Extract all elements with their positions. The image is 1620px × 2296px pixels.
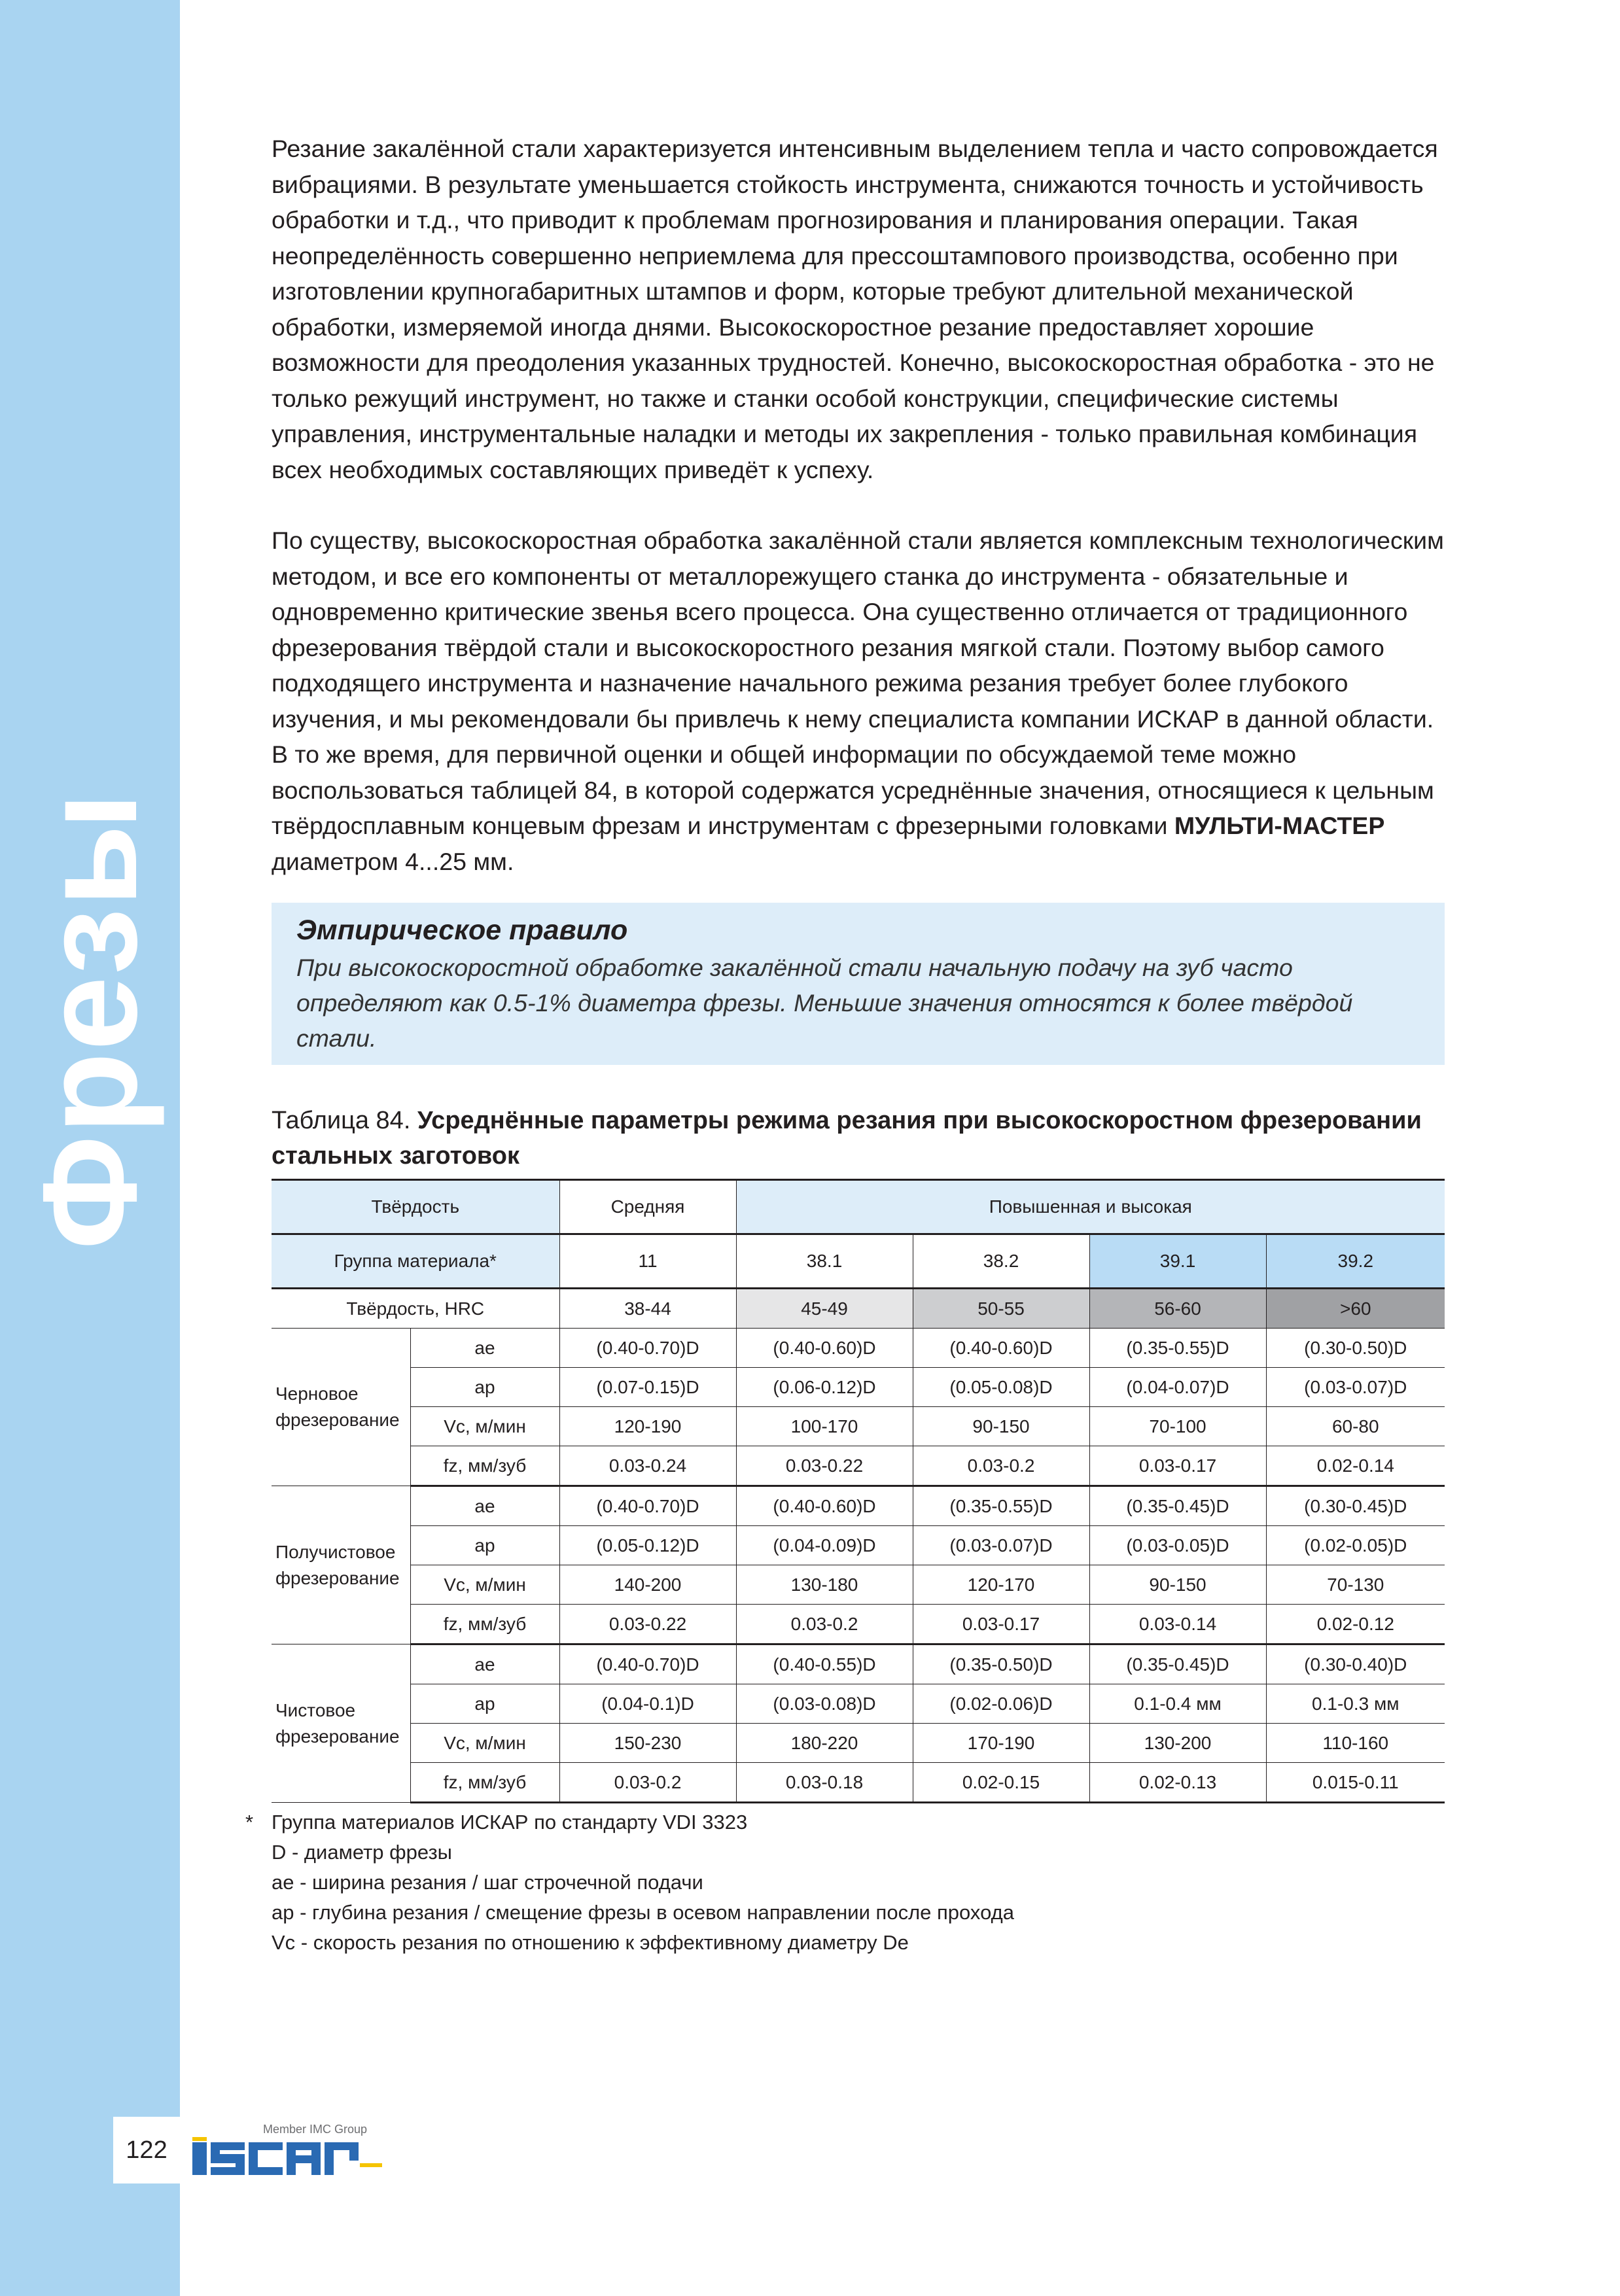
footnote-line: Vc - скорость резания по отношению к эффективному диаметру De [272, 1931, 909, 1954]
value-cell: 70-100 [1089, 1407, 1266, 1446]
value-cell: (0.35-0.45)D [1089, 1486, 1266, 1526]
hrc-cell: >60 [1266, 1289, 1445, 1329]
value-cell: (0.30-0.50)D [1266, 1329, 1445, 1368]
value-cell: (0.40-0.60)D [913, 1329, 1089, 1368]
paragraph-2-main: По существу, высокоскоростная обработка закалённой стали является комплексным технологическим методом, и все его компоненты от металлорежущего станка до инструмента - обязательные и одновременно критические звенья всего процесса. Она существенно отличается от традиционного фрезерования твёрдой стали и высокоскоростного резания мягкой стали. Поэтому выбор самого подходящего инструмента и назначение начального режима резания требует более глубокого изучения, и мы рекомендовали бы привлечь к нему специалиста компании ИСКАР в данной области. В то же время, для первичной оценки и общей информации по обсуждаемой теме можно воспользоваться таблицей 84, в которой содержатся усреднённые значения, относящиеся к цельным твёрдосплавным концевым фрезам и инструментам с фрезерными головками [272, 527, 1444, 839]
table-row [272, 1684, 1445, 1724]
operation-name: Чистовое фрезерование [272, 1644, 410, 1803]
value-cell: (0.04-0.09)D [736, 1526, 913, 1565]
table-caption-prefix: Таблица 84. [272, 1107, 417, 1134]
table-row [272, 1644, 1445, 1684]
value-cell: 180-220 [736, 1724, 913, 1763]
parameter-name: ae [410, 1644, 559, 1684]
value-cell: (0.05-0.08)D [913, 1368, 1089, 1407]
table-row [272, 1605, 1445, 1644]
header-hardness-high: Повышенная и высокая [736, 1180, 1445, 1234]
table-header-hrc-row [272, 1289, 1445, 1329]
rule-of-thumb-box [272, 903, 1445, 1065]
value-cell: (0.04-0.1)D [559, 1684, 736, 1724]
table-row [272, 1526, 1445, 1565]
group-cell: 38.1 [736, 1234, 913, 1289]
value-cell: 0.03-0.17 [1089, 1446, 1266, 1486]
rule-title: Эмпирическое правило [296, 914, 628, 946]
parameter-name: Vc, м/мин [410, 1724, 559, 1763]
group-cell: 39.2 [1266, 1234, 1445, 1289]
table-row [272, 1724, 1445, 1763]
value-cell: 0.1-0.3 мм [1266, 1684, 1445, 1724]
value-cell: 0.03-0.2 [913, 1446, 1089, 1486]
value-cell: 130-180 [736, 1565, 913, 1605]
value-cell: (0.05-0.12)D [559, 1526, 736, 1565]
footnote-line: ae - ширина резания / шаг строчечной подачи [272, 1871, 703, 1894]
value-cell: 90-150 [913, 1407, 1089, 1446]
value-cell: (0.40-0.60)D [736, 1486, 913, 1526]
value-cell: 0.03-0.18 [736, 1763, 913, 1803]
parameter-name: Vc, м/мин [410, 1565, 559, 1605]
value-cell: 100-170 [736, 1407, 913, 1446]
iscar-logo-mark [191, 2137, 387, 2183]
operation-name: Черновое фрезерование [272, 1329, 410, 1486]
header-group-label: Группа материала* [272, 1234, 559, 1289]
paragraph-2-end: диаметром 4...25 мм. [272, 847, 514, 875]
table-row [272, 1368, 1445, 1407]
value-cell: 0.1-0.4 мм [1089, 1684, 1266, 1724]
parameter-name: ae [410, 1329, 559, 1368]
operation-name: Получистовое фрезерование [272, 1486, 410, 1644]
parameter-name: ap [410, 1526, 559, 1565]
value-cell: (0.35-0.45)D [1089, 1644, 1266, 1684]
value-cell: (0.07-0.15)D [559, 1368, 736, 1407]
footnote-line: ap - глубина резания / смещение фрезы в осевом направлении после прохода [272, 1901, 1014, 1924]
hrc-cell: 45-49 [736, 1289, 913, 1329]
value-cell: (0.40-0.70)D [559, 1486, 736, 1526]
value-cell: (0.40-0.70)D [559, 1644, 736, 1684]
value-cell: (0.03-0.05)D [1089, 1526, 1266, 1565]
parameter-name: ap [410, 1684, 559, 1724]
value-cell: (0.40-0.60)D [736, 1329, 913, 1368]
value-cell: 150-230 [559, 1724, 736, 1763]
value-cell: 0.015-0.11 [1266, 1763, 1445, 1803]
value-cell: (0.35-0.55)D [1089, 1329, 1266, 1368]
group-cell: 11 [559, 1234, 736, 1289]
cutting-data-table [272, 1179, 1445, 1803]
parameter-name: fz, мм/зуб [410, 1605, 559, 1644]
section-title-vertical [0, 778, 180, 1262]
value-cell: 0.03-0.22 [736, 1446, 913, 1486]
header-hardness-medium: Средняя [559, 1180, 736, 1234]
value-cell: 0.03-0.14 [1089, 1605, 1266, 1644]
table-body [272, 1180, 1445, 1803]
table-row [272, 1329, 1445, 1368]
value-cell: 0.02-0.15 [913, 1763, 1089, 1803]
iscar-logo [191, 2123, 387, 2183]
group-cell: 38.2 [913, 1234, 1089, 1289]
footnote-star: * [245, 1811, 254, 1834]
value-cell: 90-150 [1089, 1565, 1266, 1605]
hrc-cell: 50-55 [913, 1289, 1089, 1329]
value-cell: 130-200 [1089, 1724, 1266, 1763]
table-header-group-row [272, 1234, 1445, 1289]
paragraph-1: Резание закалённой стали характеризуется интенсивным выделением тепла и часто сопровождается вибрациями. В результате уменьшается стойкость инструмента, снижаются точность и устойчивость обработки и т.д., что приводит к проблемам прогнозирования и планирования операции. Такая неопределённость совершенно неприемлема для прессоштампового производства, особенно при изготовлении крупногабаритных штампов и форм, которые требуют длительной механической обработки, измеряемой иногда днями. Высокоскоростное резание предоставляет хорошие возможности для преодоления указанных трудностей. Конечно, высокоскоростная обработка - это не только режущий инструмент, но также и станки особой конструкции, специфические системы управления, инструментальные наладки и методы их закрепления - только правильная комбинация всех необходимых составляющих приведёт к успеху. [272, 135, 1438, 483]
footnote-line: D - диаметр фрезы [272, 1841, 452, 1864]
value-cell: 0.03-0.17 [913, 1605, 1089, 1644]
value-cell: 120-170 [913, 1565, 1089, 1605]
value-cell: (0.02-0.06)D [913, 1684, 1089, 1724]
value-cell: (0.30-0.40)D [1266, 1644, 1445, 1684]
footnote-line: Группа материалов ИСКАР по стандарту VDI 3323 [272, 1811, 748, 1834]
table-caption [272, 1103, 1445, 1174]
header-hrc-label: Твёрдость, HRC [272, 1289, 559, 1329]
parameter-name: ae [410, 1486, 559, 1526]
value-cell: (0.35-0.50)D [913, 1644, 1089, 1684]
page-number: 122 [113, 2117, 180, 2183]
rule-text: При высокоскоростной обработке закалённой стали начальную подачу на зуб часто определяют как 0.5-1% диаметра фрезы. Меньшие значения относятся к более твёрдой стали. [296, 954, 1353, 1052]
value-cell: (0.03-0.07)D [1266, 1368, 1445, 1407]
value-cell: 170-190 [913, 1724, 1089, 1763]
value-cell: 110-160 [1266, 1724, 1445, 1763]
value-cell: (0.03-0.07)D [913, 1526, 1089, 1565]
parameter-name: fz, мм/зуб [410, 1446, 559, 1486]
section-title-text: Фрезы [15, 791, 165, 1250]
table-row [272, 1565, 1445, 1605]
value-cell: 0.02-0.14 [1266, 1446, 1445, 1486]
value-cell: (0.30-0.45)D [1266, 1486, 1445, 1526]
table-row [272, 1763, 1445, 1803]
value-cell: 0.03-0.2 [559, 1763, 736, 1803]
value-cell: 0.02-0.13 [1089, 1763, 1266, 1803]
value-cell: 140-200 [559, 1565, 736, 1605]
value-cell: (0.35-0.55)D [913, 1486, 1089, 1526]
member-imc-text: Member IMC Group [263, 2123, 368, 2136]
table-row [272, 1486, 1445, 1526]
group-cell: 39.1 [1089, 1234, 1266, 1289]
table-row [272, 1446, 1445, 1486]
value-cell: 0.03-0.24 [559, 1446, 736, 1486]
cutting-data-table-wrapper [272, 1179, 1445, 1803]
table-caption-title: Усреднённые параметры режима резания при высокоскоростном фрезеровании стальных заготовок [272, 1107, 1422, 1170]
value-cell: 60-80 [1266, 1407, 1445, 1446]
value-cell: (0.02-0.05)D [1266, 1526, 1445, 1565]
value-cell: (0.03-0.08)D [736, 1684, 913, 1724]
value-cell: 70-130 [1266, 1565, 1445, 1605]
value-cell: 120-190 [559, 1407, 736, 1446]
value-cell: 0.03-0.2 [736, 1605, 913, 1644]
value-cell: (0.40-0.70)D [559, 1329, 736, 1368]
paragraph-2 [272, 523, 1445, 879]
hrc-cell: 56-60 [1089, 1289, 1266, 1329]
value-cell: (0.40-0.55)D [736, 1644, 913, 1684]
table-row [272, 1407, 1445, 1446]
value-cell: (0.06-0.12)D [736, 1368, 913, 1407]
header-hardness: Твёрдость [272, 1180, 559, 1234]
hrc-cell: 38-44 [559, 1289, 736, 1329]
parameter-name: Vc, м/мин [410, 1407, 559, 1446]
table-header-hardness-row [272, 1180, 1445, 1234]
parameter-name: fz, мм/зуб [410, 1763, 559, 1803]
parameter-name: ap [410, 1368, 559, 1407]
page-content [245, 131, 1445, 1958]
value-cell: 0.02-0.12 [1266, 1605, 1445, 1644]
value-cell: (0.04-0.07)D [1089, 1368, 1266, 1407]
value-cell: 0.03-0.22 [559, 1605, 736, 1644]
paragraph-2-product: МУЛЬТИ-МАСТЕР [1174, 812, 1385, 839]
footnotes [245, 1807, 1445, 1958]
